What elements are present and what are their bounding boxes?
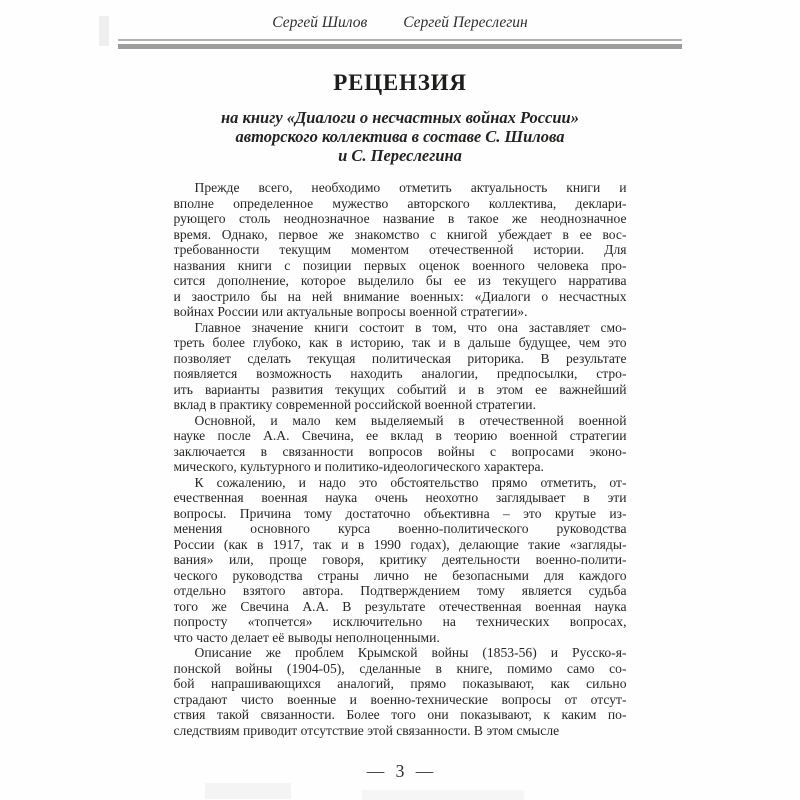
text-line: что часто делает её выводы неполноценными. bbox=[173, 629, 440, 645]
text-line: названия книги с позиции первых оценок военного человека про- bbox=[173, 257, 627, 273]
author-name-left: Сергей Шилов bbox=[272, 14, 368, 31]
text-line: вполне определенное мужество авторского коллектива, деклари- bbox=[173, 195, 627, 211]
text-line: Описание же проблем Крымской войны (1853-56) и Русско-я- bbox=[194, 645, 627, 661]
text-line: рующего столь неоднозначное название в такое же неоднозначное bbox=[173, 211, 627, 227]
text-line: мического, культурного и политико-идеологического характера. bbox=[173, 459, 544, 475]
scan-artifact bbox=[362, 790, 524, 800]
page-number: — 3 — bbox=[366, 761, 434, 781]
text-line: страдают чисто военные и военно-технические вопросы от отсут- bbox=[173, 691, 627, 707]
text-line: появляется возможность находить аналогии, предпосылки, стро- bbox=[173, 366, 627, 382]
text-line: попросту «топчется» исключительно на технических вопросах, bbox=[173, 614, 627, 630]
scan-artifact bbox=[205, 783, 291, 799]
text-line: позволяет сделать текущая политическая риторика. В результате bbox=[173, 350, 627, 366]
text-line: треть более глубоко, как в историю, так и в дальше будущее, чем это bbox=[173, 335, 627, 351]
text-line: ить варианты развития текущих событий и в этом ее важнейший bbox=[173, 381, 627, 397]
page-header bbox=[0, 0, 800, 32]
scan-artifact bbox=[99, 16, 109, 46]
paragraph bbox=[174, 475, 627, 646]
page-title: РЕЦЕНЗИЯ bbox=[333, 70, 467, 95]
text-line: Прежде всего, необходимо отметить актуальность книги и bbox=[194, 180, 627, 196]
text-line: России (как в 1917, так и в 1990 годах), делающие такие «загляды- bbox=[173, 536, 627, 552]
paragraph bbox=[174, 320, 627, 413]
paragraph bbox=[174, 413, 627, 475]
text-line: ечественная военная наука очень неохотно заглядывает в эти bbox=[173, 490, 627, 506]
text-line: время. Однако, первое же знакомство с книгой убеждает в ее вос- bbox=[173, 226, 627, 242]
text-line: К сожалению, и надо это обстоятельство прямо отметить, от- bbox=[194, 474, 627, 490]
text-line: Главное значение книги состоит в том, что она заставляет смо- bbox=[194, 319, 627, 335]
text-line: менения основного курса военно-политического руководства bbox=[173, 521, 627, 537]
text-line: войнах России или актуальные вопросы военной стратегии». bbox=[173, 304, 528, 320]
text-line: науке после А.А. Свечина, ее вклад в теорию военной стратегии bbox=[173, 428, 627, 444]
text-line: вклад в практику современной российской военной стратегии. bbox=[173, 397, 536, 413]
text-line: того же Свечина А.А. В результате отечественная военная наука bbox=[173, 598, 627, 614]
page-subtitle bbox=[0, 109, 800, 165]
text-line: отдельно взятого автора. Подтверждением тому является судьба bbox=[173, 583, 627, 599]
text-line: заключается в связанности вопросов войны с вопросами эконо- bbox=[173, 443, 627, 459]
text-line: и заострило бы на ней внимание военных: «Диалоги о несчастных bbox=[173, 288, 627, 304]
subtitle-line: на книгу «Диалоги о несчастных войнах России» bbox=[221, 108, 579, 127]
text-line: бой напрашивающихся аналогий, прямо показывают, как сильно bbox=[173, 676, 627, 692]
text-line: ствия такой связанности. Более того они показывают, к каким по- bbox=[173, 707, 627, 723]
text-line: следствиям приводит отсутствие этой связанности. В этом смысле bbox=[173, 722, 560, 738]
body-text bbox=[174, 180, 627, 738]
text-line: вопросы. Причина тому достаточно объективна – это крутые из- bbox=[173, 505, 627, 521]
paragraph bbox=[174, 180, 627, 320]
header-double-rule bbox=[118, 39, 682, 49]
text-line: требованности текущим моментом отечественной истории. Для bbox=[173, 242, 627, 258]
rule-thick-line bbox=[118, 44, 682, 49]
paragraph bbox=[174, 645, 627, 738]
text-line: вания» или, проще говоря, критику деятельности военно-полити- bbox=[173, 552, 627, 568]
text-line: ческого руководства страны лично не безопасными для каждого bbox=[173, 567, 627, 583]
text-line: сится дополнение, которое выделило бы ее из текущего нарратива bbox=[173, 273, 627, 289]
author-name-right: Сергей Переслегин bbox=[403, 14, 528, 31]
text-line: Основной, и мало кем выделяемый в отечественной военной bbox=[194, 412, 627, 428]
subtitle-line: авторского коллектива в составе С. Шилова bbox=[235, 126, 565, 146]
text-line: понской войны (1904-05), сделанные в книге, помимо само со- bbox=[173, 660, 627, 676]
subtitle-line: и С. Переслегина bbox=[338, 145, 462, 165]
